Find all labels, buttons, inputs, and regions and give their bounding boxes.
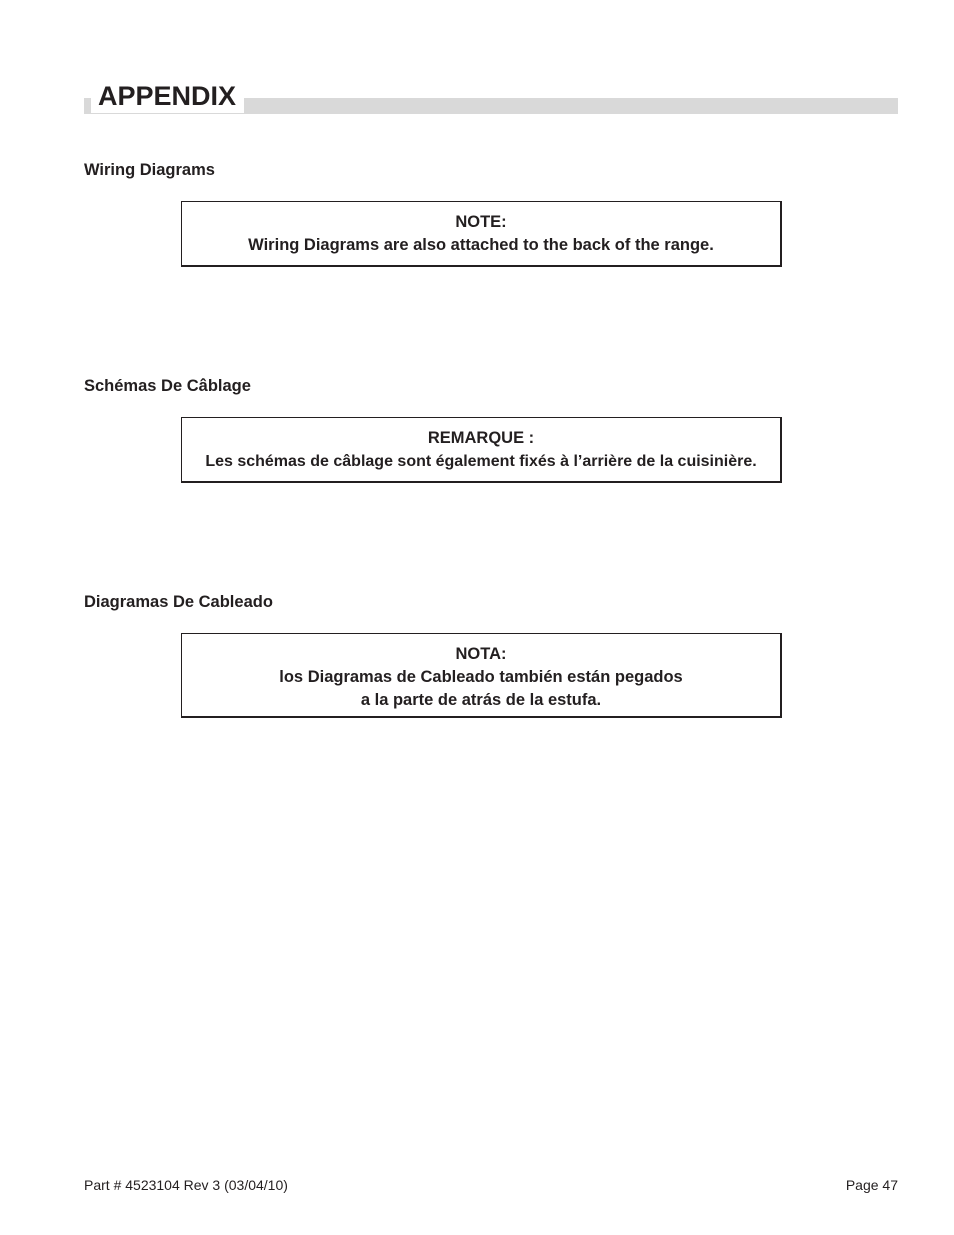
note-box-french [181, 417, 782, 483]
note-label: NOTE: [455, 213, 507, 231]
note-box-spanish [181, 633, 782, 718]
note-text-line-2: a la parte de atrás de la estufa. [360, 691, 602, 709]
note-label: NOTA: [455, 645, 507, 663]
section-heading-english: Wiring Diagrams [84, 161, 215, 179]
note-text: Wiring Diagrams are also attached to the back of the range. [248, 236, 714, 254]
footer-part-number: Part # 4523104 Rev 3 (03/04/10) [84, 1177, 288, 1193]
footer-page-number: Page 47 [845, 1177, 898, 1193]
section-heading-spanish: Diagramas De Cableado [84, 593, 273, 611]
note-label: REMARQUE : [427, 429, 535, 447]
note-box-english [181, 201, 782, 267]
note-text-line-1: los Diagramas de Cableado también están pegados [279, 668, 683, 686]
note-text: Les schémas de câblage sont également fixés à l’arrière de la cuisinière. [205, 453, 757, 470]
section-heading-french: Schémas De Câblage [84, 377, 251, 395]
page-title: APPENDIX [91, 79, 244, 113]
